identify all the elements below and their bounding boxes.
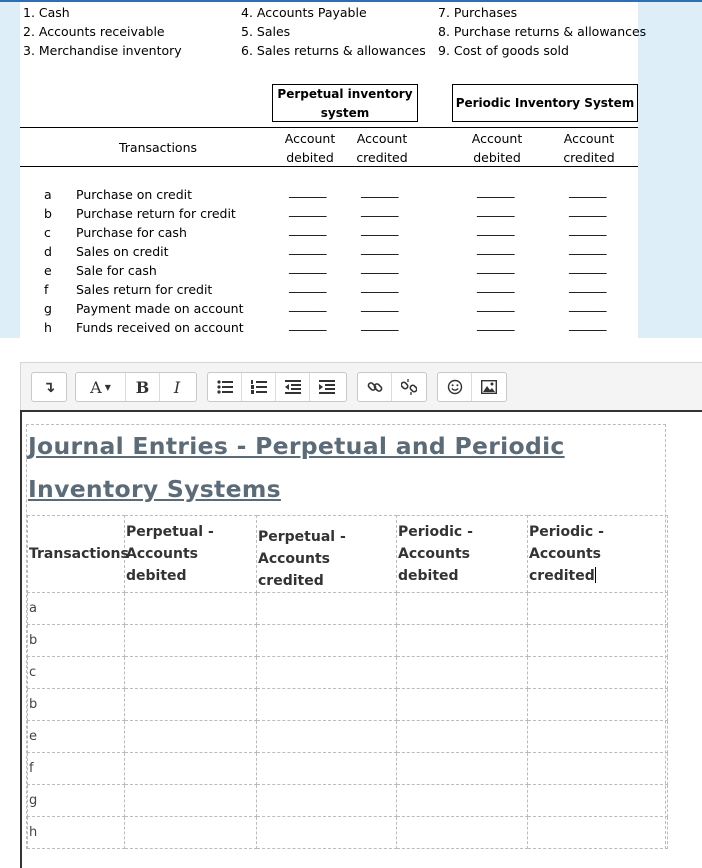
header-cell-periodic-credited[interactable] (528, 516, 668, 593)
periodic-system-label: Periodic Inventory System (455, 96, 635, 110)
transaction-letter: c (44, 225, 51, 240)
page-background-left (0, 2, 20, 338)
outdent-button[interactable] (276, 373, 310, 401)
transaction-letter: g (44, 301, 52, 316)
transaction-description: Purchase on credit (76, 187, 193, 202)
header-line: debited (286, 150, 334, 165)
answer-blank: ______ (477, 221, 515, 236)
answer-blank: ______ (361, 297, 399, 312)
transaction-letter: a (44, 187, 52, 202)
answer-blank: ______ (289, 278, 327, 293)
table-cell[interactable] (528, 721, 668, 753)
table-cell[interactable] (397, 817, 528, 849)
answer-blank: ______ (569, 316, 607, 331)
bold-button[interactable] (126, 373, 160, 401)
table-cell[interactable] (528, 817, 668, 849)
header-text: Periodic - (529, 524, 604, 540)
page-gap (0, 338, 702, 362)
toolbar-group-lists (207, 372, 347, 402)
table-cell[interactable] (528, 657, 668, 689)
transaction-description: Sales on credit (76, 244, 169, 259)
unlink-button[interactable] (392, 373, 426, 401)
answer-blank: ______ (477, 202, 515, 217)
header-cell-perpetual-debited[interactable] (125, 516, 257, 593)
answer-blank: ______ (361, 221, 399, 236)
smiley-icon (447, 379, 463, 395)
table-cell[interactable] (125, 753, 257, 785)
answer-blank: ______ (289, 316, 327, 331)
bold-icon: B (135, 377, 150, 397)
answer-blank: ______ (477, 297, 515, 312)
table-row (28, 593, 668, 625)
toolbar-group-insert (437, 372, 507, 402)
editor-toolbar (20, 362, 702, 410)
account-item: 4. Accounts Payable (241, 5, 367, 20)
periodic-debited-header (465, 129, 529, 167)
account-item: 3. Merchandise inventory (23, 43, 182, 58)
perpetual-credited-header (350, 129, 414, 167)
heading-line[interactable]: Journal Entries - Perpetual and Periodic (28, 432, 565, 460)
table-cell[interactable] (528, 593, 668, 625)
table-cell[interactable] (528, 753, 668, 785)
editor-content-area[interactable] (26, 424, 666, 849)
image-icon (481, 380, 497, 394)
table-cell[interactable] (397, 785, 528, 817)
account-item: 8. Purchase returns & allowances (438, 24, 647, 39)
transaction-description: Purchase return for credit (76, 206, 236, 221)
answer-blank: ______ (569, 278, 607, 293)
transaction-description: Sale for cash (76, 263, 157, 278)
transaction-letter: f (44, 282, 49, 297)
account-item: 6. Sales returns & allowances (241, 43, 426, 58)
table-cell[interactable] (257, 657, 397, 689)
table-row (28, 657, 668, 689)
table-row (28, 817, 668, 849)
transaction-letter: e (44, 263, 52, 278)
transaction-row (20, 221, 638, 244)
answer-blank: ______ (477, 259, 515, 274)
answer-blank: ______ (289, 183, 327, 198)
transaction-row (20, 316, 638, 339)
toolbar-group-collapse (31, 372, 67, 402)
table-cell[interactable] (528, 625, 668, 657)
transaction-letter: b (44, 206, 52, 221)
outdent-icon (285, 380, 301, 394)
table-row (28, 721, 668, 753)
table-cell[interactable] (125, 721, 257, 753)
chevron-down-icon: ▼ (104, 382, 111, 392)
transactions-column-header: Transactions (118, 140, 198, 155)
header-cell-periodic-debited[interactable] (397, 516, 528, 593)
link-button[interactable] (358, 373, 392, 401)
header-line: debited (473, 150, 521, 165)
indent-button[interactable] (310, 373, 344, 401)
table-cell[interactable] (125, 625, 257, 657)
transaction-row (20, 240, 638, 263)
periodic-credited-header (557, 129, 621, 167)
header-text: Periodic - (398, 524, 473, 540)
row-label-cell[interactable]: e (28, 721, 125, 753)
table-cell[interactable] (257, 721, 397, 753)
perpetual-system-label: system (320, 106, 370, 120)
answer-blank: ______ (361, 202, 399, 217)
row-label-cell[interactable]: b (28, 689, 125, 721)
table-cell[interactable] (125, 593, 257, 625)
header-text: Perpetual - (126, 524, 214, 540)
header-line: Account (356, 131, 408, 146)
emoticon-button[interactable] (438, 373, 472, 401)
header-line: Account (284, 131, 336, 146)
header-text: Accounts debited (398, 546, 471, 584)
row-label-cell[interactable]: a (28, 593, 125, 625)
italic-button[interactable] (160, 373, 194, 401)
transaction-description: Funds received on account (76, 320, 244, 335)
perpetual-system-label: Perpetual inventory (277, 87, 413, 101)
answer-blank: ______ (289, 297, 327, 312)
transaction-row (20, 183, 638, 206)
rich-text-editor[interactable] (20, 410, 702, 868)
table-cell[interactable] (528, 689, 668, 721)
page-background-right (638, 2, 702, 338)
answer-blank: ______ (569, 240, 607, 255)
transaction-letter: h (44, 320, 52, 335)
table-top-rule (20, 127, 638, 128)
ordered-list-button[interactable] (242, 373, 276, 401)
journal-table-header-row (28, 516, 668, 593)
table-cell[interactable] (125, 785, 257, 817)
account-item: 5. Sales (241, 24, 291, 39)
bullet-list-icon (217, 380, 233, 394)
table-cell[interactable] (125, 817, 257, 849)
answer-blank: ______ (569, 259, 607, 274)
transaction-letter: d (44, 244, 52, 259)
answer-blank: ______ (361, 278, 399, 293)
numbered-list-icon (251, 380, 267, 394)
row-label-cell[interactable]: g (28, 785, 125, 817)
transaction-description: Payment made on account (76, 301, 244, 316)
row-label-cell[interactable]: f (28, 753, 125, 785)
header-text: Accounts credited (529, 546, 602, 584)
toolbar-group-text (75, 372, 197, 402)
answer-blank: ______ (477, 316, 515, 331)
answer-blank: ______ (289, 202, 327, 217)
table-cell[interactable] (397, 593, 528, 625)
account-item: 2. Accounts receivable (23, 24, 165, 39)
transaction-row (20, 259, 638, 282)
answer-blank: ______ (477, 183, 515, 198)
header-cell-transactions[interactable] (28, 516, 129, 593)
table-cell[interactable] (397, 657, 528, 689)
table-cell[interactable] (257, 593, 397, 625)
collapse-toolbar-button[interactable] (32, 373, 66, 401)
table-cell[interactable] (397, 721, 528, 753)
journal-table (27, 515, 668, 849)
table-cell[interactable] (257, 817, 397, 849)
table-row (28, 785, 668, 817)
row-label-cell[interactable]: h (28, 817, 125, 849)
perpetual-system-box (272, 84, 418, 122)
answer-blank: ______ (569, 183, 607, 198)
answer-blank: ______ (569, 297, 607, 312)
collapse-icon: ↴ (42, 378, 56, 396)
toolbar-group-links (357, 372, 427, 402)
text-cursor (595, 567, 596, 583)
answer-blank: ______ (289, 221, 327, 236)
journal-heading[interactable] (27, 425, 665, 515)
answer-blank: ______ (289, 240, 327, 255)
italic-icon: I (173, 377, 181, 397)
row-label-cell[interactable]: c (28, 657, 125, 689)
transaction-description: Purchase for cash (76, 225, 187, 240)
table-row (28, 625, 668, 657)
link-icon (367, 379, 383, 395)
transaction-row (20, 202, 638, 225)
header-text: Transactions (29, 546, 129, 562)
indent-icon (319, 380, 335, 394)
header-line: Account (563, 131, 615, 146)
transaction-row (20, 278, 638, 301)
table-cell[interactable] (257, 689, 397, 721)
account-item: 1. Cash (23, 5, 70, 20)
table-cell[interactable] (125, 657, 257, 689)
header-line: credited (563, 150, 615, 165)
answer-blank: ______ (361, 240, 399, 255)
header-text: Accounts credited (258, 551, 331, 589)
table-row (28, 753, 668, 785)
answer-blank: ______ (361, 259, 399, 274)
transaction-row (20, 297, 638, 320)
table-cell[interactable] (125, 689, 257, 721)
answer-blank: ______ (477, 240, 515, 255)
table-row (28, 689, 668, 721)
answer-blank: ______ (361, 183, 399, 198)
insert-image-button[interactable] (472, 373, 506, 401)
answer-blank: ______ (477, 278, 515, 293)
unordered-list-button[interactable] (208, 373, 242, 401)
table-cell[interactable] (257, 785, 397, 817)
answer-blank: ______ (569, 202, 607, 217)
table-cell[interactable] (397, 689, 528, 721)
table-cell[interactable] (397, 753, 528, 785)
question-document (20, 2, 647, 338)
header-text: Accounts debited (126, 546, 199, 584)
header-cell-perpetual-credited[interactable] (257, 516, 397, 593)
account-item: 7. Purchases (438, 5, 518, 20)
header-line: credited (356, 150, 408, 165)
perpetual-debited-header (278, 129, 342, 167)
header-text: Perpetual - (258, 529, 346, 545)
row-label-cell[interactable]: b (28, 625, 125, 657)
unlink-icon (401, 379, 417, 395)
answer-blank: ______ (289, 259, 327, 274)
header-line: Account (471, 131, 523, 146)
periodic-system-box (452, 84, 638, 122)
heading-line[interactable]: Inventory Systems (28, 475, 281, 503)
answer-blank: ______ (361, 316, 399, 331)
font-style-button[interactable] (76, 373, 126, 401)
table-header-rule (20, 166, 638, 167)
table-cell[interactable] (257, 753, 397, 785)
table-cell[interactable] (397, 625, 528, 657)
account-item: 9. Cost of goods sold (438, 43, 569, 58)
table-cell[interactable] (257, 625, 397, 657)
font-icon: A (90, 377, 102, 397)
transaction-description: Sales return for credit (76, 282, 213, 297)
answer-blank: ______ (569, 221, 607, 236)
table-cell[interactable] (528, 785, 668, 817)
